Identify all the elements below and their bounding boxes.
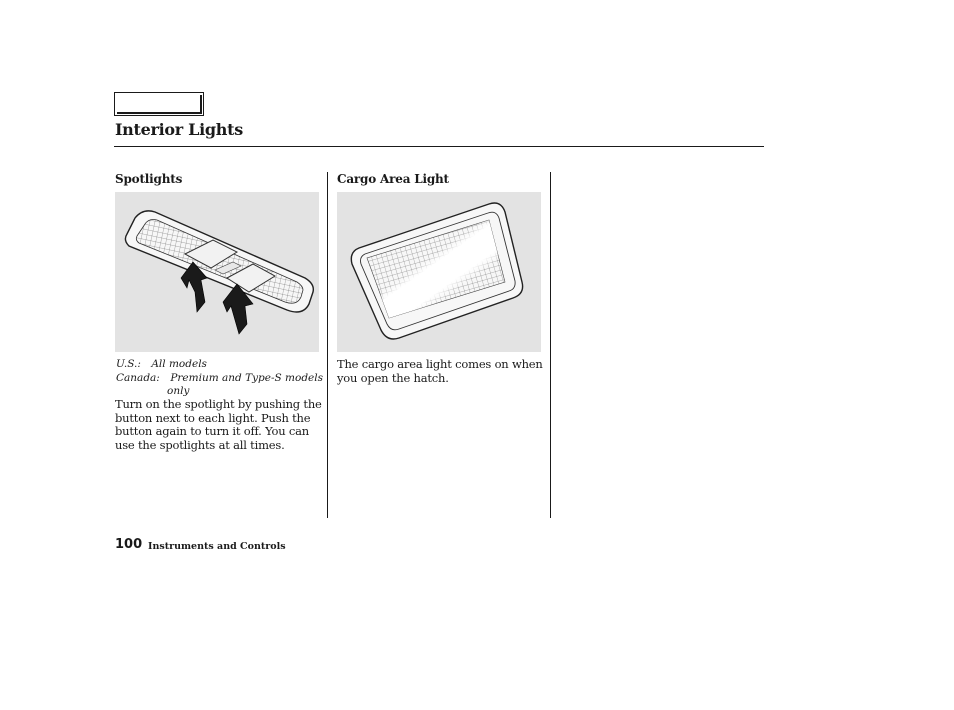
- footer-section-label: Instruments and Controls: [148, 541, 286, 552]
- title-rule: [114, 146, 764, 147]
- page-number: 100: [115, 537, 143, 552]
- body-line: you open the hatch.: [337, 370, 449, 385]
- body-line: button next to each light. Push the: [115, 410, 311, 425]
- spotlight-illustration: [115, 192, 319, 352]
- note-canada-cont: only: [167, 385, 190, 397]
- body-line: Turn on the spotlight by pushing the: [115, 397, 322, 411]
- note-canada: Canada: Premium and Type-S models: [116, 371, 324, 384]
- section-tab-box: [114, 92, 204, 116]
- page-title: Interior Lights: [115, 120, 243, 139]
- model-notes: [116, 358, 326, 399]
- body-line: use the spotlights at all times.: [115, 437, 285, 452]
- spotlights-body: [115, 398, 325, 452]
- column-divider-left: [327, 172, 328, 518]
- console-housing: [125, 211, 313, 312]
- body-line: button again to turn it off. You can: [115, 424, 309, 438]
- column-divider-right: [550, 172, 551, 518]
- body-line: The cargo area light comes on when: [337, 357, 543, 371]
- cargo-light-heading: Cargo Area Light: [337, 172, 449, 186]
- cargo-light-illustration: [337, 192, 541, 352]
- cargo-light-figure: [337, 192, 541, 352]
- note-us: U.S.: All models: [116, 358, 207, 370]
- spotlights-heading: Spotlights: [115, 172, 183, 186]
- cargo-light-body: [337, 358, 547, 385]
- spotlights-figure: [115, 192, 319, 352]
